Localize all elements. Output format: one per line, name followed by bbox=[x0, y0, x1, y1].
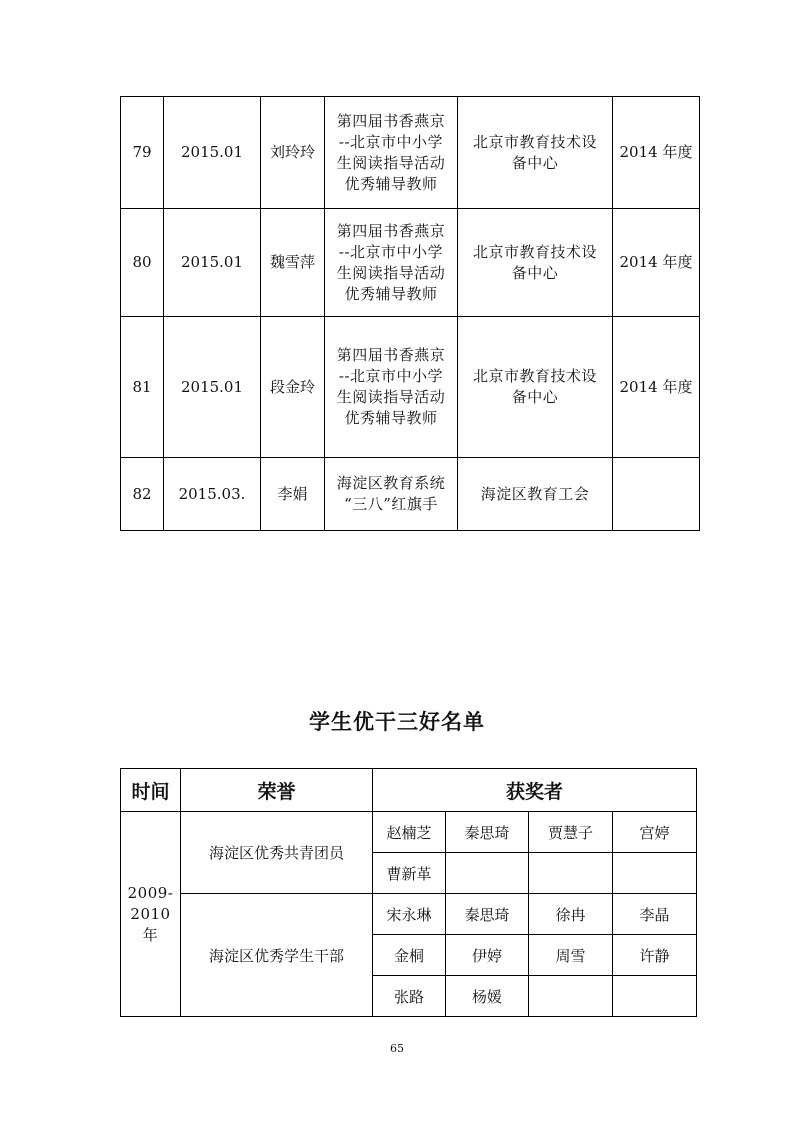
award-number: 82 bbox=[121, 458, 164, 531]
winner-cell: 许静 bbox=[613, 935, 697, 976]
award-table bbox=[120, 96, 700, 531]
section-title: 学生优干三好名单 bbox=[309, 710, 485, 734]
award-title: 第四届书香燕京 --北京市中小学 生阅读指导活动 优秀辅导教师 bbox=[325, 209, 458, 317]
award-number: 81 bbox=[121, 317, 164, 458]
table-row bbox=[121, 317, 700, 458]
award-date: 2015.01 bbox=[164, 317, 261, 458]
winner-cell: 周雪 bbox=[529, 935, 613, 976]
award-title: 第四届书香燕京 --北京市中小学 生阅读指导活动 优秀辅导教师 bbox=[325, 317, 458, 458]
honor-cell: 海淀区优秀共青团员 bbox=[181, 812, 373, 894]
winner-cell: 赵楠芝 bbox=[373, 812, 446, 853]
table-row bbox=[121, 458, 700, 531]
award-issuer: 海淀区教育工会 bbox=[458, 458, 613, 531]
award-year: 2014 年度 bbox=[613, 209, 700, 317]
winner-cell: 伊婷 bbox=[446, 935, 529, 976]
table-row bbox=[121, 97, 700, 209]
award-number: 79 bbox=[121, 97, 164, 209]
table-row bbox=[121, 812, 697, 853]
header-winners: 获奖者 bbox=[373, 769, 697, 812]
winner-cell: 秦思琦 bbox=[446, 812, 529, 853]
winner-cell: 贾慧子 bbox=[529, 812, 613, 853]
award-title: 海淀区教育系统 “三八”红旗手 bbox=[325, 458, 458, 531]
winner-cell: 李晶 bbox=[613, 894, 697, 935]
winner-cell bbox=[446, 853, 529, 894]
award-issuer: 北京市教育技术设 备中心 bbox=[458, 209, 613, 317]
period-cell: 2009- 2010 年 bbox=[121, 812, 181, 1017]
award-issuer: 北京市教育技术设 备中心 bbox=[458, 97, 613, 209]
winner-cell bbox=[529, 853, 613, 894]
winner-cell bbox=[613, 853, 697, 894]
award-recipient: 李娟 bbox=[261, 458, 325, 531]
winner-cell: 张路 bbox=[373, 976, 446, 1017]
header-honor: 荣誉 bbox=[181, 769, 373, 812]
table-row bbox=[121, 209, 700, 317]
student-honors-table bbox=[120, 768, 697, 1017]
table-row bbox=[121, 894, 697, 935]
award-date: 2015.01 bbox=[164, 209, 261, 317]
winner-cell: 曹新革 bbox=[373, 853, 446, 894]
header-time: 时间 bbox=[121, 769, 181, 812]
page-number: 65 bbox=[390, 1042, 404, 1055]
award-date: 2015.01 bbox=[164, 97, 261, 209]
award-date: 2015.03. bbox=[164, 458, 261, 531]
award-recipient: 段金玲 bbox=[261, 317, 325, 458]
award-recipient: 刘玲玲 bbox=[261, 97, 325, 209]
winner-cell bbox=[529, 976, 613, 1017]
winner-cell: 秦思琦 bbox=[446, 894, 529, 935]
award-recipient: 魏雪萍 bbox=[261, 209, 325, 317]
winner-cell bbox=[613, 976, 697, 1017]
winner-cell: 金桐 bbox=[373, 935, 446, 976]
winner-cell: 徐冉 bbox=[529, 894, 613, 935]
winner-cell: 杨媛 bbox=[446, 976, 529, 1017]
award-issuer: 北京市教育技术设 备中心 bbox=[458, 317, 613, 458]
award-year bbox=[613, 458, 700, 531]
winner-cell: 宫婷 bbox=[613, 812, 697, 853]
award-number: 80 bbox=[121, 209, 164, 317]
award-title: 第四届书香燕京 --北京市中小学 生阅读指导活动 优秀辅导教师 bbox=[325, 97, 458, 209]
award-year: 2014 年度 bbox=[613, 97, 700, 209]
award-year: 2014 年度 bbox=[613, 317, 700, 458]
winner-cell: 宋永琳 bbox=[373, 894, 446, 935]
honor-cell: 海淀区优秀学生干部 bbox=[181, 894, 373, 1017]
table-header-row bbox=[121, 769, 697, 812]
